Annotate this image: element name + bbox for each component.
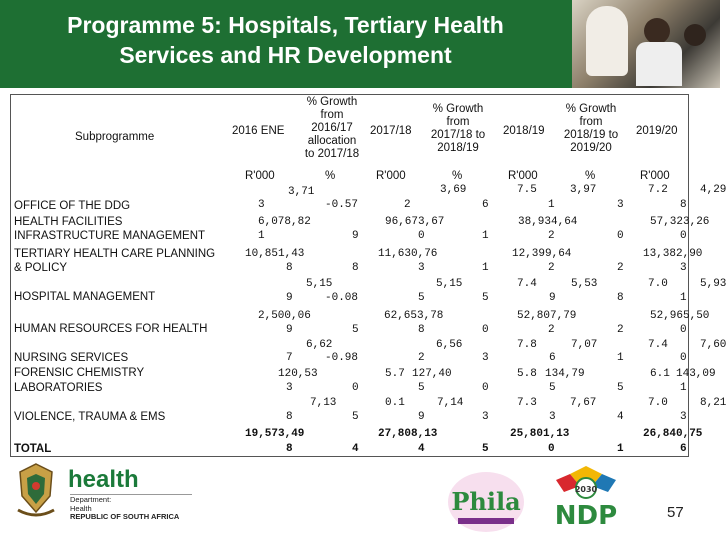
header-growth-1718-l4: 2018/19 bbox=[437, 142, 479, 154]
cell: 8 bbox=[286, 411, 293, 423]
cell: 0 bbox=[482, 382, 489, 394]
cell: 1 bbox=[548, 199, 555, 211]
cell: 62,653,78 bbox=[384, 310, 444, 322]
cell: 4 bbox=[617, 411, 624, 423]
header-growth-1819-l2: from bbox=[579, 116, 603, 128]
header-growth-1617-l3: 2016/17 bbox=[311, 122, 353, 134]
cell: 0 bbox=[680, 324, 687, 336]
header-growth-1718-l3: 2017/18 to bbox=[430, 129, 486, 141]
cell: -0.98 bbox=[325, 352, 359, 364]
cell: 3 bbox=[617, 199, 624, 211]
cell: 3,71 bbox=[288, 186, 315, 198]
cell: 134,79 bbox=[545, 368, 585, 380]
header-growth-1617 bbox=[292, 96, 372, 161]
cell: -0.57 bbox=[325, 199, 359, 211]
cell: 5 bbox=[482, 292, 489, 304]
department-country: REPUBLIC OF SOUTH AFRICA bbox=[70, 512, 180, 521]
cell: 52,965,50 bbox=[650, 310, 710, 322]
cell: 2 bbox=[617, 262, 624, 274]
phila-logo-icon bbox=[446, 470, 526, 534]
cell: 5 bbox=[482, 443, 489, 455]
cell: 5.8 bbox=[517, 368, 537, 380]
cell: 5.7 bbox=[385, 368, 405, 380]
department-text bbox=[70, 496, 179, 522]
cell: 3 bbox=[549, 411, 556, 423]
row-name-violence: VIOLENCE, TRAUMA & EMS bbox=[14, 411, 166, 423]
cell: 5 bbox=[352, 324, 359, 336]
cell: 8 bbox=[418, 324, 425, 336]
cell: 6,62 bbox=[306, 339, 333, 351]
unit-pct-3: % bbox=[585, 170, 596, 182]
cell: 9 bbox=[418, 411, 425, 423]
coat-of-arms-icon bbox=[12, 462, 60, 522]
cell: 2,500,06 bbox=[258, 310, 311, 322]
cell: 1 bbox=[482, 262, 489, 274]
cell: 3 bbox=[258, 199, 265, 211]
header-growth-1819 bbox=[551, 103, 631, 155]
title-bar bbox=[0, 0, 720, 88]
cell: 96,673,67 bbox=[385, 216, 445, 228]
cell: 0 bbox=[352, 382, 359, 394]
ndp-year: 2030 bbox=[574, 485, 598, 494]
header-growth-1617-l1: % Growth bbox=[306, 96, 358, 108]
row-name-nursing: NURSING SERVICES bbox=[14, 352, 129, 364]
cell: 2 bbox=[404, 199, 411, 211]
row-name-forensic-1: FORENSIC CHEMISTRY bbox=[14, 367, 145, 379]
header-growth-1819-l4: 2019/20 bbox=[570, 142, 612, 154]
cell: 7 bbox=[286, 352, 293, 364]
cell: 7.8 bbox=[517, 339, 537, 351]
cell: 5,15 bbox=[306, 278, 333, 290]
photo-figure-head bbox=[644, 18, 670, 44]
cell: 7,60 bbox=[700, 339, 726, 351]
cell: 4,29 bbox=[700, 184, 726, 196]
slide-title bbox=[18, 10, 553, 70]
cell: 0 bbox=[617, 230, 624, 242]
cell: 6 bbox=[482, 199, 489, 211]
cell: 1 bbox=[258, 230, 265, 242]
cell: 3 bbox=[482, 411, 489, 423]
cell: 6.1 bbox=[650, 368, 670, 380]
unit-pct-2: % bbox=[452, 170, 463, 182]
row-name-total: TOTAL bbox=[14, 443, 52, 455]
cell: 7.0 bbox=[648, 278, 668, 290]
cell: 0 bbox=[680, 352, 687, 364]
cell: 8 bbox=[680, 199, 687, 211]
cell: 0 bbox=[482, 324, 489, 336]
header-growth-1718 bbox=[418, 103, 498, 155]
cell: 5 bbox=[617, 382, 624, 394]
cell: 7.3 bbox=[517, 397, 537, 409]
cell: 10,851,43 bbox=[245, 248, 305, 260]
cell: 8 bbox=[617, 292, 624, 304]
header-2019-20: 2019/20 bbox=[636, 125, 678, 137]
cell: 7.5 bbox=[517, 184, 537, 196]
row-name-tertiary-1: TERTIARY HEALTH CARE PLANNING bbox=[14, 248, 216, 260]
cell: 3 bbox=[482, 352, 489, 364]
cell: 6,078,82 bbox=[258, 216, 311, 228]
phila-logo-text: Phila bbox=[451, 487, 521, 516]
cell: 13,382,90 bbox=[643, 248, 703, 260]
row-name-health-facilities-2: INFRASTRUCTURE MANAGEMENT bbox=[14, 230, 206, 242]
cell: 5,53 bbox=[571, 278, 598, 290]
cell: 7.2 bbox=[648, 184, 668, 196]
slide-title-line1: Programme 5: Hospitals, Tertiary Health bbox=[67, 12, 504, 38]
row-name-health-facilities-1: HEALTH FACILITIES bbox=[14, 216, 123, 228]
cell: 8,21 bbox=[700, 397, 726, 409]
cell: 5,93 bbox=[700, 278, 726, 290]
header-2018-19: 2018/19 bbox=[503, 125, 545, 137]
cell: 0 bbox=[548, 443, 555, 455]
cell: 9 bbox=[286, 292, 293, 304]
header-growth-1617-l5: to 2017/18 bbox=[304, 148, 360, 160]
unit-r000-1: R'000 bbox=[245, 170, 275, 182]
row-name-forensic-2: LABORATORIES bbox=[14, 382, 103, 394]
cell: 1 bbox=[617, 443, 624, 455]
cell: 8 bbox=[286, 443, 293, 455]
cell: 7,13 bbox=[310, 397, 337, 409]
cell: 2 bbox=[548, 262, 555, 274]
page-number: 57 bbox=[667, 504, 684, 521]
header-2016-ene: 2016 ENE bbox=[232, 125, 285, 137]
cell: 0 bbox=[418, 230, 425, 242]
cell: 7.4 bbox=[517, 278, 537, 290]
cell: 1 bbox=[680, 382, 687, 394]
department-label: Department: bbox=[70, 495, 112, 504]
cell: 2 bbox=[418, 352, 425, 364]
cell: 7,14 bbox=[437, 397, 464, 409]
header-growth-1819-l1: % Growth bbox=[565, 103, 617, 115]
cell: 8 bbox=[352, 262, 359, 274]
header-growth-1718-l2: from bbox=[446, 116, 470, 128]
cell: 5 bbox=[549, 382, 556, 394]
department-name: Health bbox=[70, 503, 92, 513]
cell: 8 bbox=[286, 262, 293, 274]
cell: 7.0 bbox=[648, 397, 668, 409]
cell: 0.1 bbox=[385, 397, 405, 409]
cell: 7.4 bbox=[648, 339, 668, 351]
row-name-hospital-mgmt: HOSPITAL MANAGEMENT bbox=[14, 291, 156, 303]
cell: 3 bbox=[680, 411, 687, 423]
cell: 5,15 bbox=[436, 278, 463, 290]
health-logo-text: health bbox=[68, 466, 139, 493]
photo-figure-head-2 bbox=[684, 24, 706, 46]
cell: 1 bbox=[617, 352, 624, 364]
cell: 38,934,64 bbox=[518, 216, 578, 228]
cell: 5 bbox=[352, 411, 359, 423]
unit-r000-2: R'000 bbox=[376, 170, 406, 182]
cell: 27,808,13 bbox=[378, 428, 438, 440]
cell: -0.08 bbox=[325, 292, 359, 304]
header-growth-1617-l4: allocation bbox=[307, 135, 357, 147]
cell: 9 bbox=[549, 292, 556, 304]
cell: 2 bbox=[548, 230, 555, 242]
cell: 9 bbox=[352, 230, 359, 242]
cell: 26,840,75 bbox=[643, 428, 703, 440]
header-growth-1718-l1: % Growth bbox=[432, 103, 484, 115]
photo-figure-child bbox=[636, 42, 682, 86]
cell: 5 bbox=[418, 382, 425, 394]
header-photo bbox=[572, 0, 720, 88]
cell: 4 bbox=[352, 443, 359, 455]
slide-title-line2: Services and HR Development bbox=[119, 42, 452, 68]
row-name-tertiary-2: & POLICY bbox=[14, 262, 68, 274]
cell: 57,323,26 bbox=[650, 216, 710, 228]
cell: 7,67 bbox=[570, 397, 597, 409]
header-growth-1819-l3: 2018/19 to bbox=[563, 129, 619, 141]
cell: 6 bbox=[680, 443, 687, 455]
cell: 11,630,76 bbox=[378, 248, 438, 260]
cell: 1 bbox=[680, 292, 687, 304]
cell: 7,07 bbox=[571, 339, 598, 351]
header-growth-1617-l2: from bbox=[320, 109, 344, 121]
ndp-logo-icon bbox=[540, 462, 632, 534]
cell: 19,573,49 bbox=[245, 428, 305, 440]
photo-figure-nurse bbox=[586, 6, 628, 76]
cell: 4 bbox=[418, 443, 425, 455]
header-2017-18: 2017/18 bbox=[370, 125, 412, 137]
cell: 25,801,13 bbox=[510, 428, 570, 440]
cell: 3 bbox=[418, 262, 425, 274]
cell: 6 bbox=[549, 352, 556, 364]
unit-r000-3: R'000 bbox=[508, 170, 538, 182]
cell: 2 bbox=[617, 324, 624, 336]
cell: 5 bbox=[418, 292, 425, 304]
cell: 143,09 bbox=[676, 368, 716, 380]
cell: 9 bbox=[286, 324, 293, 336]
cell: 2 bbox=[548, 324, 555, 336]
cell: 3,69 bbox=[440, 184, 467, 196]
cell: 6,56 bbox=[436, 339, 463, 351]
row-name-hr-health: HUMAN RESOURCES FOR HEALTH bbox=[14, 323, 208, 335]
row-name-office-ddg: OFFICE OF THE DDG bbox=[14, 200, 131, 212]
cell: 1 bbox=[482, 230, 489, 242]
cell: 0 bbox=[680, 230, 687, 242]
cell: 120,53 bbox=[278, 368, 318, 380]
cell: 3 bbox=[680, 262, 687, 274]
cell: 3 bbox=[286, 382, 293, 394]
ndp-text: NDP bbox=[554, 501, 618, 531]
unit-pct-1: % bbox=[325, 170, 336, 182]
cell: 12,399,64 bbox=[512, 248, 572, 260]
cell: 52,807,79 bbox=[517, 310, 577, 322]
cell: 3,97 bbox=[570, 184, 597, 196]
unit-r000-4: R'000 bbox=[640, 170, 670, 182]
header-subprogramme: Subprogramme bbox=[75, 131, 155, 143]
cell: 127,40 bbox=[412, 368, 452, 380]
